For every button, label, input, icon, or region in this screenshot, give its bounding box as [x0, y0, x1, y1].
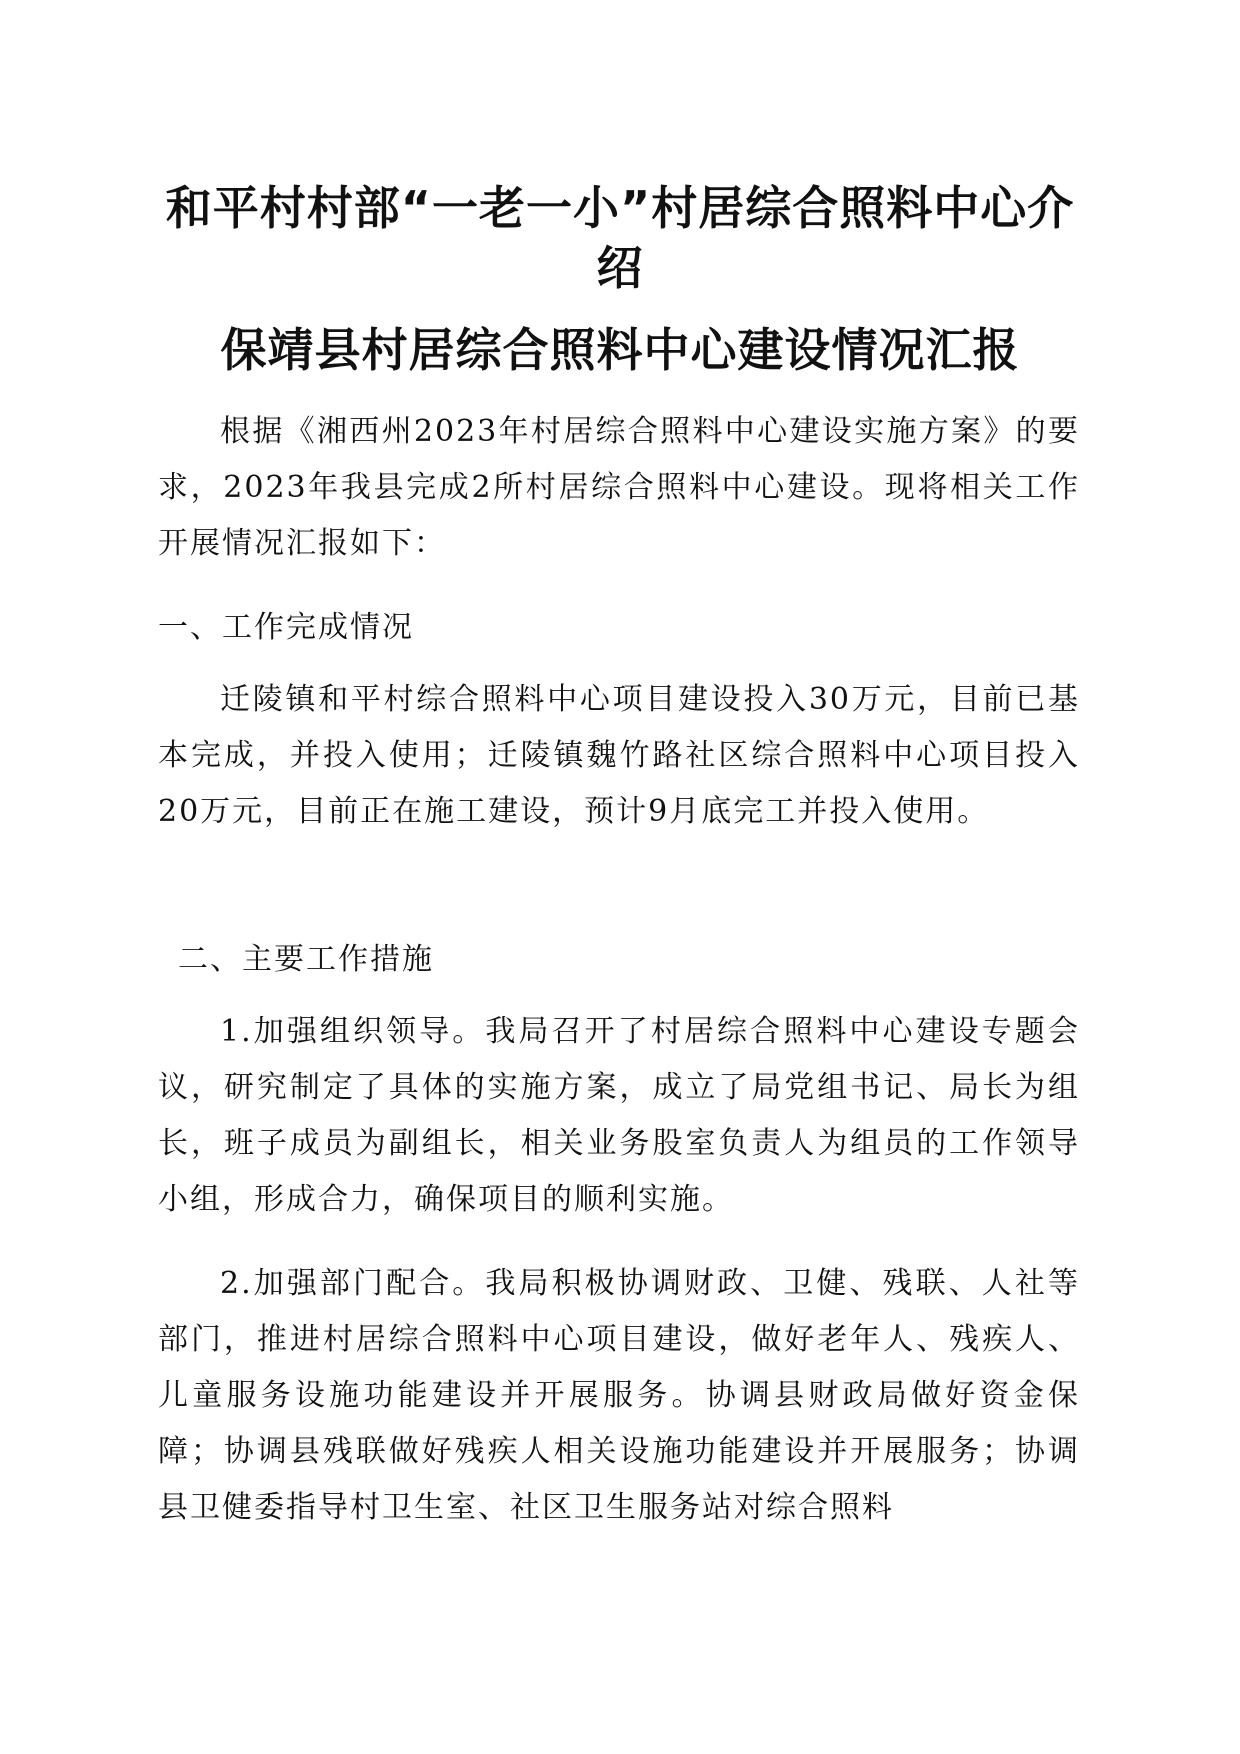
section-2-item-2: 2.加强部门配合。我局积极协调财政、卫健、残联、人社等部门，推进村居综合照料中心项目建设，做好老年人、残疾人、儿童服务设施功能建设并开展服务。协调县财政局做好资金保障；协调县残联做好残疾人相关设施功能建设并开展服务；协调县卫健委指导村卫生室、社区卫生服务站对综合照料 — [158, 1266, 1080, 1525]
section-2-item-1: 1.加强组织领导。我局召开了村居综合照料中心建设专题会议，研究制定了具体的实施方案，成立了局党组书记、局长为组长，班子成员为副组长，相关业务股室负责人为组员的工作领导小组，形成合力，确保项目的顺利实施。 — [158, 1014, 1080, 1217]
intro-paragraph: 根据《湘西州2023年村居综合照料中心建设实施方案》的要求，2023年我县完成2所村居综合照料中心建设。现将相关工作开展情况汇报如下： — [158, 414, 1080, 561]
document-subtitle: 保靖县村居综合照料中心建设情况汇报 — [220, 323, 1020, 377]
section-2-heading: 二、主要工作措施 — [178, 942, 434, 977]
section-1-paragraph: 迁陵镇和平村综合照料中心项目建设投入30万元，目前已基本完成，并投入使用；迁陵镇魏竹路社区综合照料中心项目投入20万元，目前正在施工建设，预计9月底完工并投入使用。 — [158, 682, 1080, 829]
document-title: 和平村村部“一老一小”村居综合照料中心介绍 — [165, 181, 1075, 295]
section-1-heading: 一、工作完成情况 — [158, 610, 414, 645]
